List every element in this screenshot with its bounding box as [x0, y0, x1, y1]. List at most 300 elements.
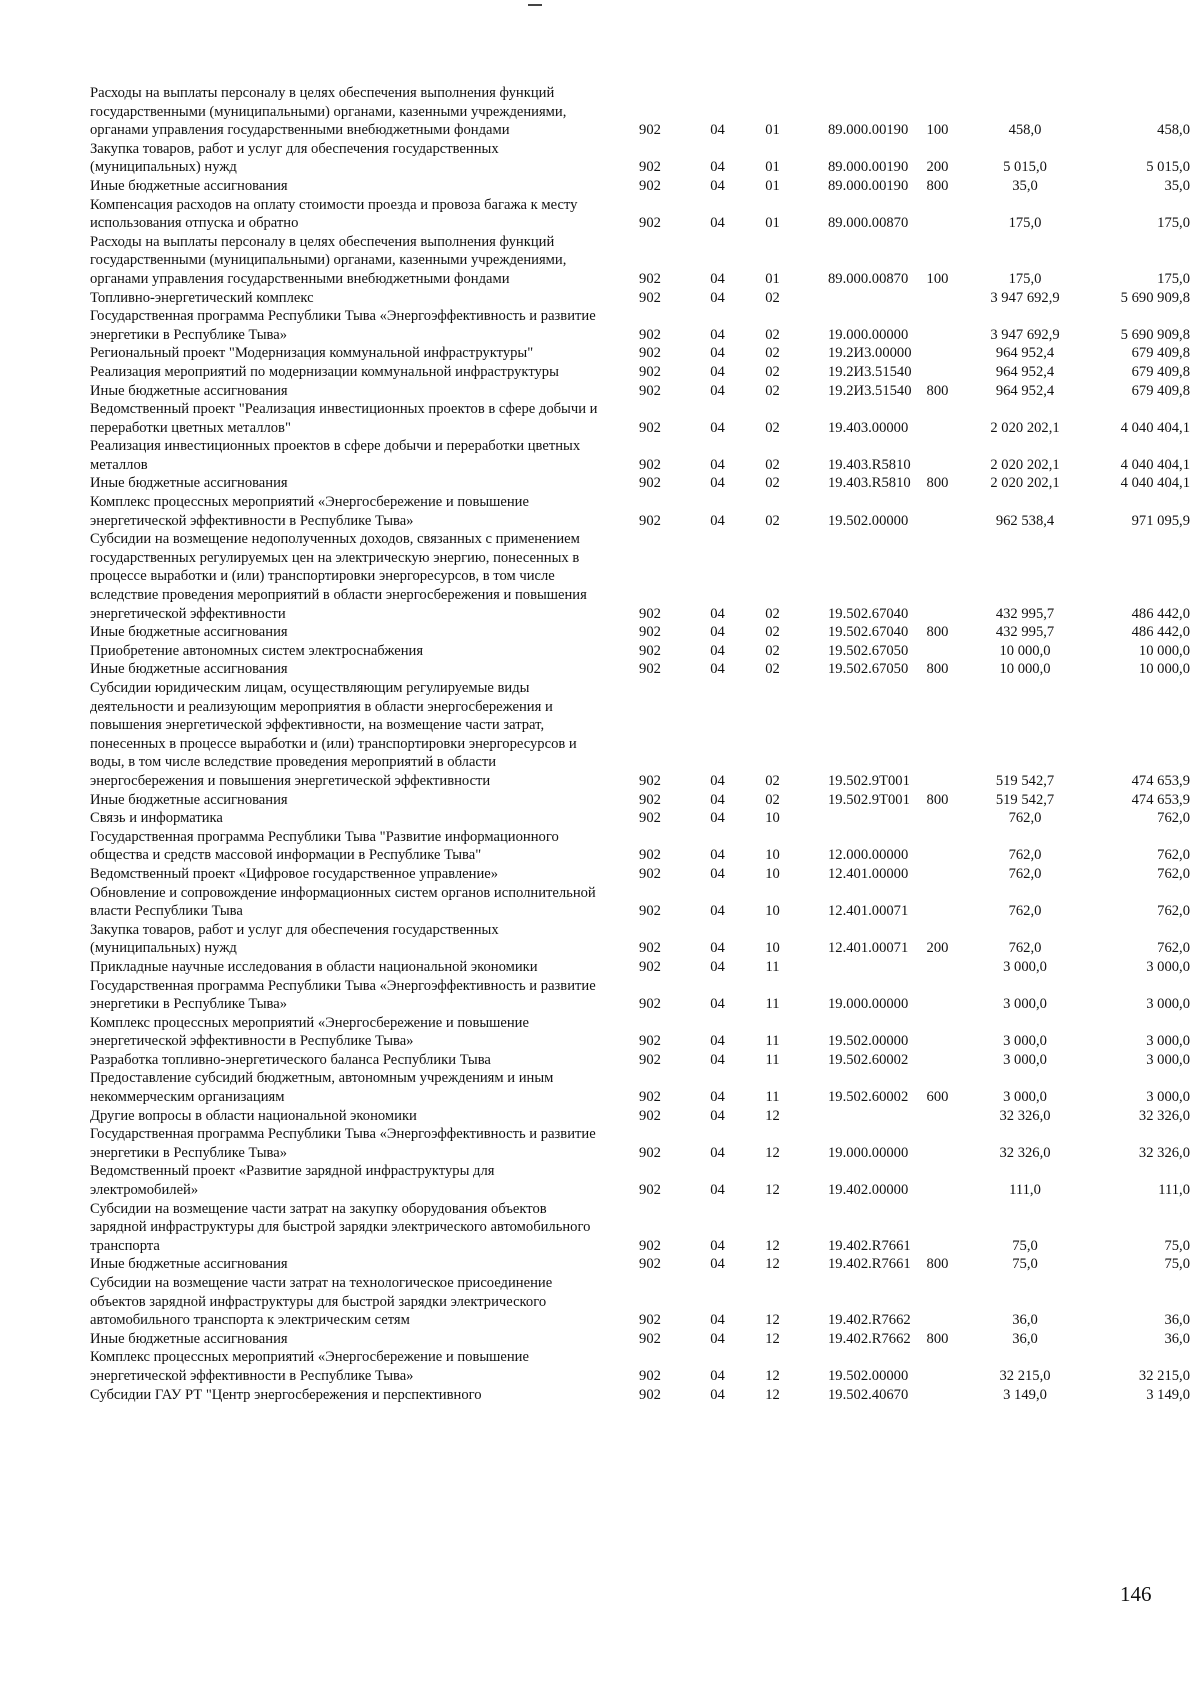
row-target-article: 89.000.00190: [828, 122, 909, 139]
row-ved-code: 902: [639, 159, 661, 176]
row-name: Государственная программа Республики Тыва «Энергоэффективность и развитие энергетики в Республике Тыва»: [90, 308, 596, 343]
row-amount-2: 762,0: [1157, 865, 1190, 882]
row-target-article: [800, 289, 910, 308]
row-ved-code: 902: [639, 1256, 661, 1273]
row-expense-type: [910, 363, 965, 382]
table-row: [90, 307, 1190, 344]
row-subsection-code: 01: [765, 177, 780, 194]
row-amount-2: 75,0: [1164, 1237, 1190, 1254]
row-name: Субсидии на возмещение части затрат на технологическое присоединение объектов зарядной инфраструктуры для быстрой зарядки электрического автомобильного транспорта к электрическим сетям: [90, 1275, 553, 1329]
row-expense-type: [910, 642, 965, 661]
row-target-article: 19.2И3.51540: [828, 382, 912, 399]
row-subsection-code: 10: [765, 903, 780, 920]
row-section-code: 04: [710, 270, 725, 287]
row-subsection-code: 12: [765, 1312, 780, 1329]
row-ved-code: 902: [639, 475, 661, 492]
table-row: [90, 921, 1190, 958]
row-expense-type: 100: [926, 270, 949, 287]
table-row: [90, 1330, 1190, 1349]
row-amount-2: 3 000,0: [1146, 1051, 1190, 1068]
row-ved-code: 902: [639, 1089, 661, 1106]
row-name: Иные бюджетные ассигнования: [90, 1330, 288, 1347]
document-page: [90, 84, 1190, 1404]
row-section-code: 04: [710, 903, 725, 920]
row-target-article: 89.000.00190: [828, 159, 909, 176]
row-amount-1: 3 000,0: [1003, 996, 1047, 1013]
row-subsection-code: 10: [765, 865, 780, 882]
table-row: [90, 791, 1190, 810]
row-name: Субсидии юридическим лицам, осуществляющим регулируемые виды деятельности и реализующим мероприятия в области энергосбережения и повышения энергетической эффективности, на возмещение части затрат, понесенных в процессе выработки и (или) транспортировки энергоресурсов и воды, в том числе вследствие проведения мероприятий в области энергосбережения и повышения энергетической эффективности: [90, 680, 577, 789]
row-ved-code: 902: [639, 326, 661, 343]
row-subsection-code: 02: [765, 345, 780, 362]
row-amount-2: 3 000,0: [1146, 996, 1190, 1013]
row-amount-2: 5 015,0: [1146, 159, 1190, 176]
row-amount-2: 486 442,0: [1131, 605, 1190, 622]
row-name: Иные бюджетные ассигнования: [90, 624, 288, 641]
table-row: [90, 530, 1190, 623]
table-row: [90, 1386, 1190, 1405]
row-amount-2: 474 653,9: [1131, 772, 1190, 789]
table-row: [90, 1107, 1190, 1126]
row-target-article: 19.502.67040: [828, 624, 909, 641]
table-row: [90, 1125, 1190, 1162]
row-section-code: 04: [710, 512, 725, 529]
page-number: 146: [1120, 1582, 1152, 1606]
row-expense-type: 800: [926, 661, 949, 678]
row-name: Топливно-энергетический комплекс: [90, 289, 314, 306]
row-subsection-code: 02: [765, 326, 780, 343]
row-ved-code: 902: [639, 289, 661, 306]
row-section-code: 04: [710, 605, 725, 622]
row-ved-code: 902: [639, 1330, 661, 1347]
row-section-code: 04: [710, 1107, 725, 1124]
row-ved-code: 902: [639, 1051, 661, 1068]
row-target-article: 19.402.00000: [828, 1182, 909, 1199]
row-expense-type: [910, 307, 965, 344]
row-name: Иные бюджетные ассигнования: [90, 177, 288, 194]
row-target-article: 19.402.R7662: [828, 1312, 911, 1329]
row-section-code: 04: [710, 177, 725, 194]
row-amount-2: 3 149,0: [1146, 1386, 1190, 1403]
row-target-article: 19.000.00000: [828, 996, 909, 1013]
row-subsection-code: 10: [765, 940, 780, 957]
table-row: [90, 977, 1190, 1014]
row-section-code: 04: [710, 1182, 725, 1199]
row-expense-type: [910, 1348, 965, 1385]
row-name: Связь и информатика: [90, 810, 223, 827]
table-row: [90, 679, 1190, 791]
row-subsection-code: 12: [765, 1330, 780, 1347]
row-ved-code: 902: [639, 903, 661, 920]
row-name: Ведомственный проект «Развитие зарядной инфраструктуры для электромобилей»: [90, 1163, 495, 1199]
row-name: Субсидии на возмещение части затрат на закупку оборудования объектов зарядной инфраструктуры для быстрой зарядки электрического автомобильного транспорта: [90, 1200, 591, 1254]
row-subsection-code: 02: [765, 363, 780, 380]
row-target-article: [800, 958, 910, 977]
row-ved-code: 902: [639, 382, 661, 399]
row-ved-code: 902: [639, 642, 661, 659]
row-amount-1: 3 000,0: [1003, 1089, 1047, 1106]
row-expense-type: [910, 828, 965, 865]
row-subsection-code: 10: [765, 810, 780, 827]
row-target-article: 19.502.67050: [828, 642, 909, 659]
row-section-code: 04: [710, 382, 725, 399]
row-name: Государственная программа Республики Тыва «Энергоэффективность и развитие энергетики в Республике Тыва»: [90, 977, 596, 1013]
row-section-code: 04: [710, 1367, 725, 1384]
row-expense-type: [910, 196, 965, 233]
row-expense-type: [910, 884, 965, 921]
row-target-article: 89.000.00870: [828, 270, 909, 287]
table-row: [90, 493, 1190, 530]
row-target-article: 19.402.R7662: [828, 1330, 911, 1347]
row-target-article: 12.000.00000: [828, 847, 909, 864]
row-target-article: 19.502.60002: [828, 1051, 909, 1068]
row-amount-1: 432 995,7: [995, 605, 1055, 622]
row-amount-1: 10 000,0: [999, 661, 1051, 678]
row-amount-2: 32 326,0: [1138, 1107, 1190, 1124]
row-subsection-code: 02: [765, 456, 780, 473]
row-amount-2: 458,0: [1157, 122, 1190, 139]
row-ved-code: 902: [639, 772, 661, 789]
row-amount-2: 36,0: [1164, 1330, 1190, 1347]
row-target-article: 89.000.00190: [828, 177, 909, 194]
row-section-code: 04: [710, 456, 725, 473]
row-subsection-code: 11: [765, 1051, 780, 1068]
table-row: [90, 196, 1190, 233]
row-name: Комплекс процессных мероприятий «Энергосбережение и повышение энергетической эффективности в Республике Тыва»: [90, 1014, 529, 1050]
row-target-article: 19.402.R7661: [828, 1237, 911, 1254]
row-amount-2: 762,0: [1157, 903, 1190, 920]
table-row: [90, 958, 1190, 977]
row-expense-type: [910, 344, 965, 363]
row-subsection-code: 11: [765, 958, 780, 975]
row-name: Другие вопросы в области национальной экономики: [90, 1107, 417, 1124]
row-name: Ведомственный проект "Реализация инвестиционных проектов в сфере добычи и переработки цветных металлов": [90, 401, 598, 436]
table-row: [90, 437, 1190, 474]
row-amount-1: 519 542,7: [995, 791, 1055, 808]
row-amount-2: 762,0: [1157, 847, 1190, 864]
row-ved-code: 902: [639, 270, 661, 287]
row-name: Реализация мероприятий по модернизации коммунальной инфраструктуры: [90, 363, 559, 380]
row-ved-code: 902: [639, 1033, 661, 1050]
row-amount-1: 432 995,7: [995, 624, 1055, 641]
row-section-code: 04: [710, 1051, 725, 1068]
row-ved-code: 902: [639, 512, 661, 529]
row-target-article: 19.000.00000: [828, 1144, 909, 1161]
row-amount-1: 762,0: [1008, 865, 1042, 882]
row-target-article: 19.502.67040: [828, 605, 909, 622]
row-subsection-code: 02: [765, 772, 780, 789]
row-ved-code: 902: [639, 1144, 661, 1161]
table-row: [90, 1162, 1190, 1199]
row-target-article: 89.000.00870: [828, 215, 909, 232]
row-name: Компенсация расходов на оплату стоимости проезда и провоза багажа к месту использования отпуска и обратно: [90, 196, 578, 232]
table-row: [90, 363, 1190, 382]
row-subsection-code: 02: [765, 791, 780, 808]
table-row: [90, 1069, 1190, 1106]
row-amount-1: 3 149,0: [1003, 1386, 1047, 1403]
row-amount-1: 2 020 202,1: [990, 456, 1060, 473]
row-subsection-code: 11: [765, 996, 780, 1013]
row-target-article: 19.2И3.51540: [828, 363, 912, 380]
table-row: [90, 1274, 1190, 1330]
row-section-code: 04: [710, 363, 725, 380]
row-name: Реализация инвестиционных проектов в сфере добычи и переработки цветных металлов: [90, 438, 581, 473]
row-target-article: 19.403.00000: [828, 419, 909, 436]
row-ved-code: 902: [639, 345, 661, 362]
row-expense-type: 800: [926, 382, 949, 399]
row-amount-1: 3 000,0: [1003, 958, 1047, 975]
row-section-code: 04: [710, 772, 725, 789]
row-ved-code: 902: [639, 791, 661, 808]
row-ved-code: 902: [639, 363, 661, 380]
row-expense-type: [910, 977, 965, 1014]
row-name: Иные бюджетные ассигнования: [90, 791, 288, 808]
row-expense-type: [910, 437, 965, 474]
table-row: [90, 642, 1190, 661]
row-ved-code: 902: [639, 419, 661, 436]
row-expense-type: [910, 1386, 965, 1405]
table-row: [90, 344, 1190, 363]
row-subsection-code: 02: [765, 605, 780, 622]
row-amount-1: 3 947 692,9: [990, 289, 1060, 306]
row-name: Закупка товаров, работ и услуг для обеспечения государственных (муниципальных) нужд: [90, 140, 499, 176]
row-expense-type: 100: [926, 122, 949, 139]
row-target-article: 19.502.00000: [828, 1367, 909, 1384]
row-subsection-code: 10: [765, 847, 780, 864]
row-ved-code: 902: [639, 1182, 661, 1199]
row-ved-code: 902: [639, 940, 661, 957]
row-name: Приобретение автономных систем электроснабжения: [90, 642, 424, 659]
row-expense-type: [910, 1014, 965, 1051]
row-section-code: 04: [710, 1033, 725, 1050]
row-ved-code: 902: [639, 177, 661, 194]
row-ved-code: 902: [639, 865, 661, 882]
row-amount-2: 32 215,0: [1138, 1367, 1190, 1384]
row-subsection-code: 12: [765, 1144, 780, 1161]
row-section-code: 04: [710, 159, 725, 176]
row-expense-type: [910, 1107, 965, 1126]
row-expense-type: 800: [926, 475, 949, 492]
table-row: [90, 623, 1190, 642]
row-expense-type: [910, 1051, 965, 1070]
row-ved-code: 902: [639, 624, 661, 641]
row-subsection-code: 11: [765, 1033, 780, 1050]
row-expense-type: 200: [926, 159, 949, 176]
row-name: Иные бюджетные ассигнования: [90, 661, 288, 678]
row-amount-1: 964 952,4: [995, 363, 1055, 380]
row-amount-2: 971 095,9: [1131, 512, 1190, 529]
table-row: [90, 1014, 1190, 1051]
table-row: [90, 382, 1190, 401]
row-subsection-code: 01: [765, 159, 780, 176]
row-expense-type: [910, 865, 965, 884]
row-section-code: 04: [710, 215, 725, 232]
row-amount-1: 762,0: [1008, 903, 1042, 920]
row-target-article: 19.502.00000: [828, 1033, 909, 1050]
row-section-code: 04: [710, 791, 725, 808]
row-amount-1: 458,0: [1008, 122, 1042, 139]
row-amount-1: 3 000,0: [1003, 1033, 1047, 1050]
row-amount-2: 474 653,9: [1131, 791, 1190, 808]
row-amount-2: 762,0: [1157, 940, 1190, 957]
row-amount-2: 36,0: [1164, 1312, 1190, 1329]
row-ved-code: 902: [639, 1107, 661, 1124]
row-expense-type: [910, 493, 965, 530]
row-amount-2: 35,0: [1164, 177, 1190, 194]
row-section-code: 04: [710, 1089, 725, 1106]
row-target-article: 19.502.00000: [828, 512, 909, 529]
row-section-code: 04: [710, 1256, 725, 1273]
row-ved-code: 902: [639, 122, 661, 139]
row-amount-2: 10 000,0: [1138, 661, 1190, 678]
row-section-code: 04: [710, 289, 725, 306]
row-expense-type: 800: [926, 1256, 949, 1273]
row-section-code: 04: [710, 122, 725, 139]
row-name: Прикладные научные исследования в области национальной экономики: [90, 958, 538, 975]
row-ved-code: 902: [639, 847, 661, 864]
row-expense-type: [910, 679, 965, 791]
row-section-code: 04: [710, 624, 725, 641]
row-amount-1: 75,0: [1012, 1256, 1038, 1273]
row-subsection-code: 02: [765, 512, 780, 529]
row-amount-2: 4 040 404,1: [1120, 456, 1190, 473]
row-ved-code: 902: [639, 605, 661, 622]
row-section-code: 04: [710, 642, 725, 659]
row-expense-type: [910, 400, 965, 437]
row-expense-type: [910, 1125, 965, 1162]
row-expense-type: 800: [926, 177, 949, 194]
row-name: Комплекс процессных мероприятий «Энергосбережение и повышение энергетической эффективности в Республике Тыва»: [90, 494, 529, 529]
row-name: Государственная программа Республики Тыва "Развитие информационного общества и средств массовой информации в Республике Тыва": [90, 828, 559, 864]
row-subsection-code: 11: [765, 1089, 780, 1106]
row-expense-type: 800: [926, 791, 949, 808]
row-target-article: 19.502.40670: [828, 1386, 909, 1403]
row-ved-code: 902: [639, 810, 661, 827]
row-amount-2: 762,0: [1157, 810, 1190, 827]
row-amount-2: 3 000,0: [1146, 958, 1190, 975]
row-ved-code: 902: [639, 456, 661, 473]
table-row: [90, 884, 1190, 921]
table-row: [90, 660, 1190, 679]
row-subsection-code: 01: [765, 270, 780, 287]
row-name: Ведомственный проект «Цифровое государственное управление»: [90, 865, 499, 882]
row-amount-1: 75,0: [1012, 1237, 1038, 1254]
row-section-code: 04: [710, 996, 725, 1013]
row-subsection-code: 02: [765, 624, 780, 641]
row-expense-type: 800: [926, 624, 949, 641]
row-section-code: 04: [710, 958, 725, 975]
row-name: Иные бюджетные ассигнования: [90, 1256, 288, 1273]
row-amount-1: 111,0: [1009, 1182, 1041, 1199]
row-amount-2: 175,0: [1157, 215, 1190, 232]
table-row: [90, 474, 1190, 493]
row-amount-2: 111,0: [1158, 1182, 1190, 1199]
row-amount-2: 4 040 404,1: [1120, 419, 1190, 436]
row-section-code: 04: [710, 326, 725, 343]
row-amount-1: 10 000,0: [999, 642, 1051, 659]
row-section-code: 04: [710, 940, 725, 957]
budget-table: [90, 84, 1190, 1404]
row-ved-code: 902: [639, 1312, 661, 1329]
row-ved-code: 902: [639, 958, 661, 975]
row-name: Разработка топливно-энергетического баланса Республики Тыва: [90, 1051, 491, 1068]
row-section-code: 04: [710, 1144, 725, 1161]
row-amount-1: 519 542,7: [995, 772, 1055, 789]
row-name: Субсидии на возмещение недополученных доходов, связанных с применением государственных регулируемых цен на электрическую энергию, понесенных в процессе выработки и (или) транспортировки энергоресурсов, в том числе вследствие проведения мероприятий в области энергосбережения и повышения энергетической эффективности: [90, 531, 587, 622]
row-subsection-code: 12: [765, 1182, 780, 1199]
row-amount-2: 75,0: [1164, 1256, 1190, 1273]
row-ved-code: 902: [639, 1237, 661, 1254]
row-section-code: 04: [710, 865, 725, 882]
row-target-article: 12.401.00071: [828, 940, 909, 957]
row-amount-1: 32 326,0: [999, 1144, 1051, 1161]
row-name: Расходы на выплаты персоналу в целях обеспечения выполнения функций государственными (муниципальными) органами, казенными учреждениями, органами управления государственными внебюджетными фондами: [90, 85, 567, 139]
row-subsection-code: 02: [765, 661, 780, 678]
row-amount-1: 36,0: [1012, 1312, 1038, 1329]
row-ved-code: 902: [639, 215, 661, 232]
row-ved-code: 902: [639, 996, 661, 1013]
row-name: Предоставление субсидий бюджетным, автономным учреждениям и иным некоммерческим организациям: [90, 1070, 554, 1106]
row-amount-2: 3 000,0: [1146, 1089, 1190, 1106]
row-target-article: 19.403.R5810: [828, 475, 911, 492]
row-section-code: 04: [710, 1386, 725, 1403]
row-amount-1: 175,0: [1008, 215, 1042, 232]
row-subsection-code: 02: [765, 382, 780, 399]
table-row: [90, 809, 1190, 828]
row-amount-1: 32 215,0: [999, 1367, 1051, 1384]
row-section-code: 04: [710, 810, 725, 827]
row-target-article: 19.502.67050: [828, 661, 909, 678]
row-amount-1: 32 326,0: [999, 1107, 1051, 1124]
row-amount-1: 3 947 692,9: [990, 326, 1060, 343]
row-amount-1: 36,0: [1012, 1330, 1038, 1347]
row-expense-type: 600: [926, 1089, 949, 1106]
row-amount-2: 486 442,0: [1131, 624, 1190, 641]
row-target-article: 19.502.9Т001: [828, 791, 910, 808]
row-target-article: 19.2И3.00000: [828, 345, 912, 362]
row-target-article: 19.000.00000: [828, 326, 909, 343]
row-target-article: 12.401.00071: [828, 903, 909, 920]
row-expense-type: [910, 1162, 965, 1199]
row-amount-1: 762,0: [1008, 940, 1042, 957]
table-row: [90, 865, 1190, 884]
row-expense-type: 200: [926, 940, 949, 957]
row-target-article: 19.403.R5810: [828, 456, 911, 473]
table-row: [90, 84, 1190, 140]
row-amount-2: 5 690 909,8: [1120, 326, 1190, 343]
table-row: [90, 1051, 1190, 1070]
row-amount-1: 762,0: [1008, 847, 1042, 864]
row-amount-2: 679 409,8: [1131, 363, 1190, 380]
row-subsection-code: 02: [765, 419, 780, 436]
table-row: [90, 828, 1190, 865]
table-row: [90, 140, 1190, 177]
table-row: [90, 1255, 1190, 1274]
row-target-article: [800, 1107, 910, 1126]
table-row: [90, 400, 1190, 437]
row-subsection-code: 12: [765, 1107, 780, 1124]
row-name: Комплекс процессных мероприятий «Энергосбережение и повышение энергетической эффективности в Республике Тыва»: [90, 1349, 529, 1384]
table-row: [90, 177, 1190, 196]
row-target-article: [800, 809, 910, 828]
row-target-article: 19.502.60002: [828, 1089, 909, 1106]
row-amount-2: 175,0: [1157, 270, 1190, 287]
row-amount-2: 679 409,8: [1131, 345, 1190, 362]
row-target-article: 12.401.00000: [828, 865, 909, 882]
row-amount-1: 962 538,4: [995, 512, 1055, 529]
row-name: Государственная программа Республики Тыва «Энергоэффективность и развитие энергетики в Республике Тыва»: [90, 1126, 596, 1161]
row-name: Иные бюджетные ассигнования: [90, 382, 288, 399]
